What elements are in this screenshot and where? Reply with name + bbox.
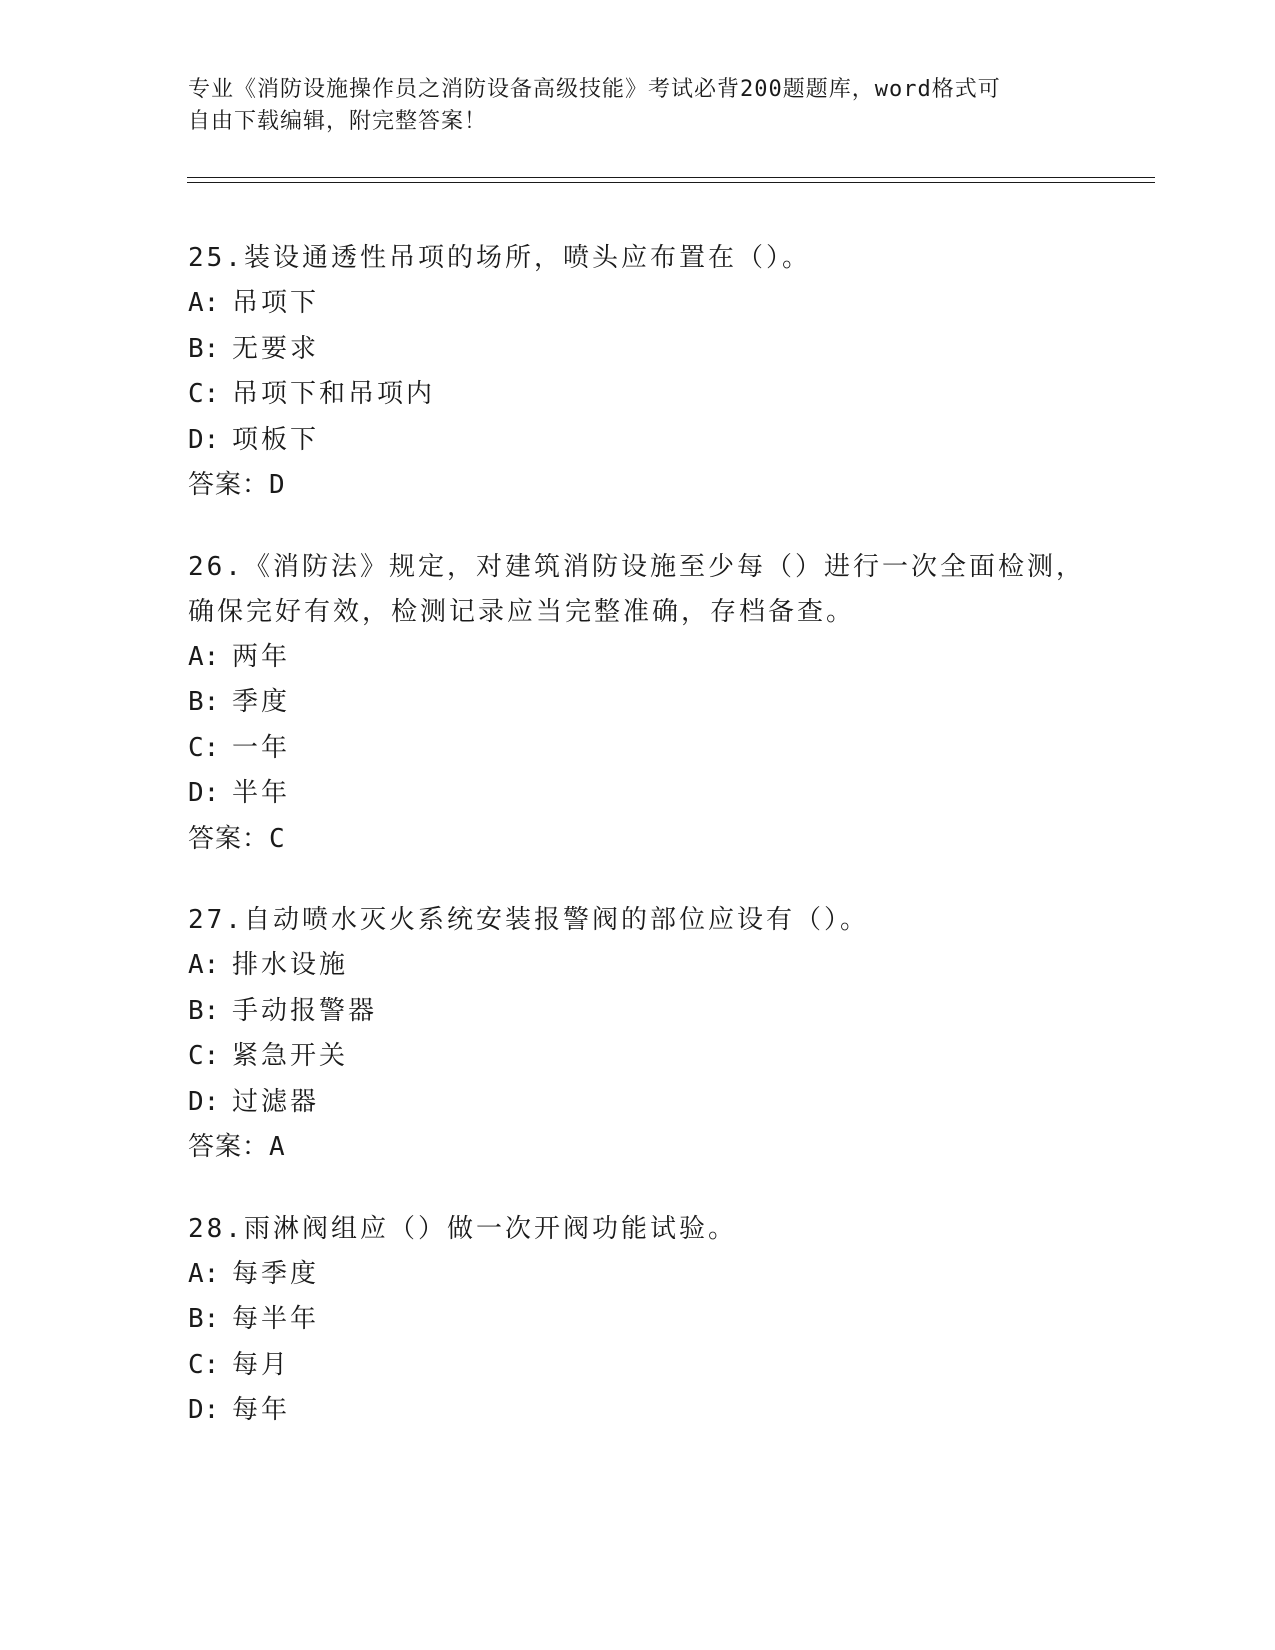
option-letter: D: bbox=[188, 424, 220, 455]
question-stem: 26.《消防法》规定，对建筑消防设施至少每（）进行一次全面检测， bbox=[188, 551, 1085, 582]
answer-option bbox=[188, 680, 1088, 726]
answer-option bbox=[188, 281, 1088, 327]
option-text: 排水设施 bbox=[232, 950, 349, 980]
option-letter: C: bbox=[188, 1041, 220, 1071]
option-letter: D: bbox=[188, 1395, 220, 1425]
option-letter: D: bbox=[188, 778, 220, 808]
option-text: 两年 bbox=[232, 641, 291, 672]
option-text: 半年 bbox=[232, 778, 291, 808]
answer-option bbox=[188, 989, 1088, 1035]
option-text: 吊项下 bbox=[232, 288, 320, 318]
answer-option bbox=[188, 1252, 1088, 1298]
answer-label: 答案： bbox=[188, 1132, 270, 1162]
answer-line bbox=[188, 1125, 1088, 1171]
option-text: 每月 bbox=[232, 1349, 291, 1380]
answer-option bbox=[188, 771, 1088, 817]
option-text: 每季度 bbox=[232, 1258, 320, 1289]
option-text: 紧急开关 bbox=[232, 1041, 349, 1071]
question-list bbox=[188, 236, 1088, 1470]
answer-label: 答案： bbox=[188, 823, 270, 854]
option-text: 手动报警器 bbox=[232, 995, 378, 1026]
option-text: 季度 bbox=[232, 687, 291, 717]
document-header bbox=[188, 74, 1088, 138]
question-block bbox=[188, 236, 1088, 509]
header-divider-bottom bbox=[187, 182, 1155, 183]
question-stem: 确保完好有效，检测记录应当完整准确，存档备查。 bbox=[188, 596, 856, 627]
answer-option bbox=[188, 418, 1088, 464]
header-line-2: 自由下载编辑，附完整答案！ bbox=[188, 109, 488, 134]
option-text: 无要求 bbox=[232, 333, 320, 364]
question-stem: 28.雨淋阀组应（）做一次开阀功能试验。 bbox=[188, 1213, 737, 1244]
option-letter: C: bbox=[188, 732, 220, 763]
option-letter: B: bbox=[188, 995, 220, 1026]
option-text: 每半年 bbox=[232, 1304, 320, 1334]
option-text: 一年 bbox=[232, 732, 291, 763]
header-line-1: 专业《消防设施操作员之消防设备高级技能》考试必背200题题库，word格式可 bbox=[188, 77, 1001, 102]
answer-line bbox=[188, 463, 1088, 509]
option-text: 项板下 bbox=[232, 424, 320, 455]
question-stem: 27.自动喷水灭火系统安装报警阀的部位应设有（）。 bbox=[188, 905, 869, 935]
answer-option bbox=[188, 372, 1088, 418]
answer-option bbox=[188, 1080, 1088, 1126]
option-text: 吊项下和吊项内 bbox=[232, 379, 436, 409]
option-text: 每年 bbox=[232, 1395, 291, 1425]
answer-option bbox=[188, 327, 1088, 373]
answer-value: D bbox=[269, 470, 286, 500]
answer-option bbox=[188, 1297, 1088, 1343]
answer-option bbox=[188, 726, 1088, 772]
option-letter: C: bbox=[188, 1349, 220, 1380]
option-letter: D: bbox=[188, 1086, 220, 1117]
answer-value: C bbox=[269, 823, 286, 854]
answer-option bbox=[188, 635, 1088, 681]
answer-option bbox=[188, 1034, 1088, 1080]
option-letter: B: bbox=[188, 333, 220, 364]
answer-option bbox=[188, 943, 1088, 989]
option-letter: B: bbox=[188, 687, 220, 717]
option-letter: A: bbox=[188, 950, 220, 980]
question-block bbox=[188, 898, 1088, 1171]
option-letter: B: bbox=[188, 1304, 220, 1334]
option-text: 过滤器 bbox=[232, 1086, 320, 1117]
option-letter: C: bbox=[188, 379, 220, 409]
option-letter: A: bbox=[188, 641, 220, 672]
question-block bbox=[188, 545, 1088, 863]
answer-value: A bbox=[269, 1132, 286, 1162]
answer-line bbox=[188, 817, 1088, 863]
option-letter: A: bbox=[188, 1258, 220, 1289]
header-divider-top bbox=[187, 177, 1155, 178]
answer-option bbox=[188, 1343, 1088, 1389]
answer-option bbox=[188, 1388, 1088, 1434]
option-letter: A: bbox=[188, 288, 220, 318]
answer-label: 答案： bbox=[188, 470, 270, 500]
question-stem: 25.装设通透性吊项的场所，喷头应布置在（）。 bbox=[188, 243, 811, 273]
question-block bbox=[188, 1207, 1088, 1434]
